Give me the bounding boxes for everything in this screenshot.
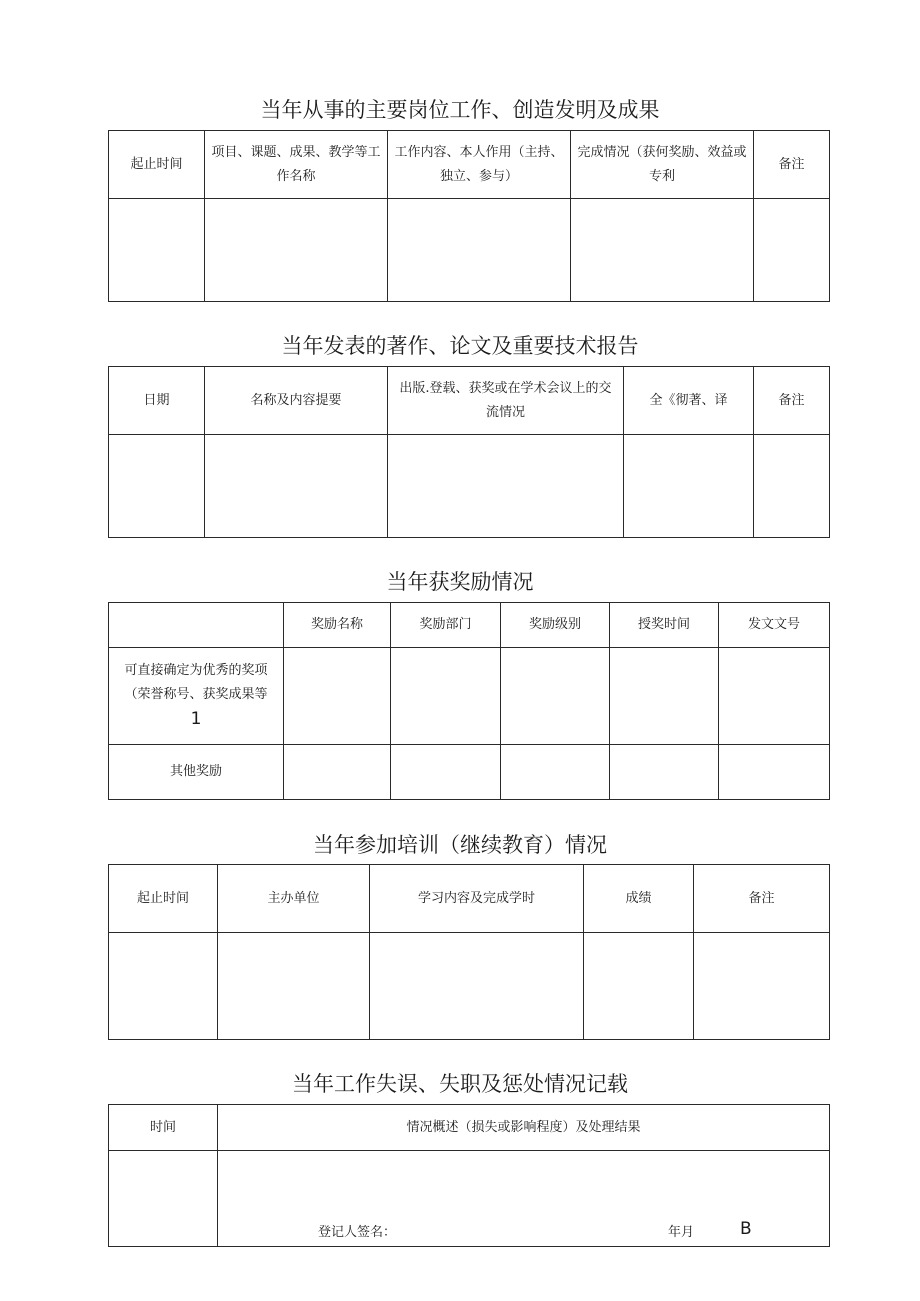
table-header-row	[109, 1105, 830, 1151]
table-row	[109, 1151, 830, 1247]
registrar-signature-label: 登记人签名：	[318, 1225, 397, 1240]
table-cell[interactable]	[391, 648, 501, 745]
table-row	[109, 199, 830, 302]
header-title-summary: 名称及内容提要	[205, 367, 388, 435]
table-cell[interactable]	[694, 933, 830, 1040]
mistakes-record-table	[108, 1104, 830, 1247]
section1-title: 当年从事的主要岗位工作、创造发明及成果	[260, 98, 660, 122]
header-completion: 完成情况（获何奖励、效益或专利	[571, 131, 754, 199]
table-cell[interactable]	[501, 745, 610, 800]
header-publication-info: 出版.登载、获奖或在学术会议上的交流情况	[388, 367, 624, 435]
table-cell[interactable]	[109, 933, 218, 1040]
table-cell[interactable]	[205, 199, 388, 302]
table-header-row	[109, 865, 830, 933]
header-score: 成绩	[584, 865, 694, 933]
section2-title: 当年发表的著作、论文及重要技术报告	[281, 334, 639, 358]
section3-title: 当年获奖励情况	[386, 570, 534, 594]
row-label-mark: 1	[190, 709, 202, 729]
header-award-level: 奖励级别	[501, 603, 610, 648]
row-label-excellent-awards	[109, 648, 284, 745]
header-study-content: 学习内容及完成学时	[370, 865, 584, 933]
header-period: 起止时间	[109, 865, 218, 933]
table-header-row	[109, 367, 830, 435]
table-cell[interactable]	[754, 199, 830, 302]
header-date: 日期	[109, 367, 205, 435]
signature-day-mark: B	[740, 1219, 752, 1239]
row-label-text: 可直接确定为优秀的奖项（荣誉称号、获奖成果等	[124, 663, 268, 702]
table-row	[109, 435, 830, 538]
header-award-date: 授奖时间	[610, 603, 719, 648]
table-cell[interactable]	[571, 199, 754, 302]
table-cell[interactable]	[205, 435, 388, 538]
table-cell[interactable]	[109, 1151, 218, 1247]
publications-table	[108, 366, 830, 538]
table-cell[interactable]	[719, 648, 830, 745]
table-cell[interactable]	[610, 648, 719, 745]
row-label-other-awards: 其他奖励	[109, 745, 284, 800]
header-remarks: 备注	[694, 865, 830, 933]
header-remarks: 备注	[754, 131, 830, 199]
table-row	[109, 648, 830, 745]
header-award-department: 奖励部门	[391, 603, 501, 648]
section5-title: 当年工作失误、失职及惩处情况记载	[292, 1072, 628, 1096]
awards-table	[108, 602, 830, 800]
table-cell[interactable]	[284, 648, 391, 745]
header-document-number: 发文文号	[719, 603, 830, 648]
table-cell[interactable]	[584, 933, 694, 1040]
table-header-row	[109, 603, 830, 648]
table-cell[interactable]	[624, 435, 754, 538]
header-period: 起止时间	[109, 131, 205, 199]
table-row	[109, 933, 830, 1040]
table-cell[interactable]	[109, 435, 205, 538]
table-header-row	[109, 131, 830, 199]
header-organizer: 主办单位	[218, 865, 370, 933]
table-row	[109, 745, 830, 800]
header-work-content: 工作内容、本人作用（主持、独立、参与）	[388, 131, 571, 199]
header-situation-summary: 情况概述（损失或影响程度）及处理结果	[218, 1105, 830, 1151]
training-table	[108, 864, 830, 1040]
table-cell[interactable]	[284, 745, 391, 800]
table-cell[interactable]	[370, 933, 584, 1040]
table-cell[interactable]	[719, 745, 830, 800]
header-remarks: 备注	[754, 367, 830, 435]
signature-cell[interactable]	[218, 1151, 830, 1247]
table-cell[interactable]	[218, 933, 370, 1040]
header-project-name: 项目、课题、成果、教学等工作名称	[205, 131, 388, 199]
table-cell[interactable]	[501, 648, 610, 745]
header-authorship: 全《彻著、译	[624, 367, 754, 435]
header-blank	[109, 603, 284, 648]
table-cell[interactable]	[388, 435, 624, 538]
table-cell[interactable]	[610, 745, 719, 800]
table-cell[interactable]	[754, 435, 830, 538]
signature-date-label: 年月	[668, 1225, 695, 1240]
header-time: 时间	[109, 1105, 218, 1151]
work-achievements-table	[108, 130, 830, 302]
table-cell[interactable]	[391, 745, 501, 800]
header-award-name: 奖励名称	[284, 603, 391, 648]
table-cell[interactable]	[109, 199, 205, 302]
table-cell[interactable]	[388, 199, 571, 302]
section4-title: 当年参加培训（继续教育）情况	[313, 833, 607, 857]
